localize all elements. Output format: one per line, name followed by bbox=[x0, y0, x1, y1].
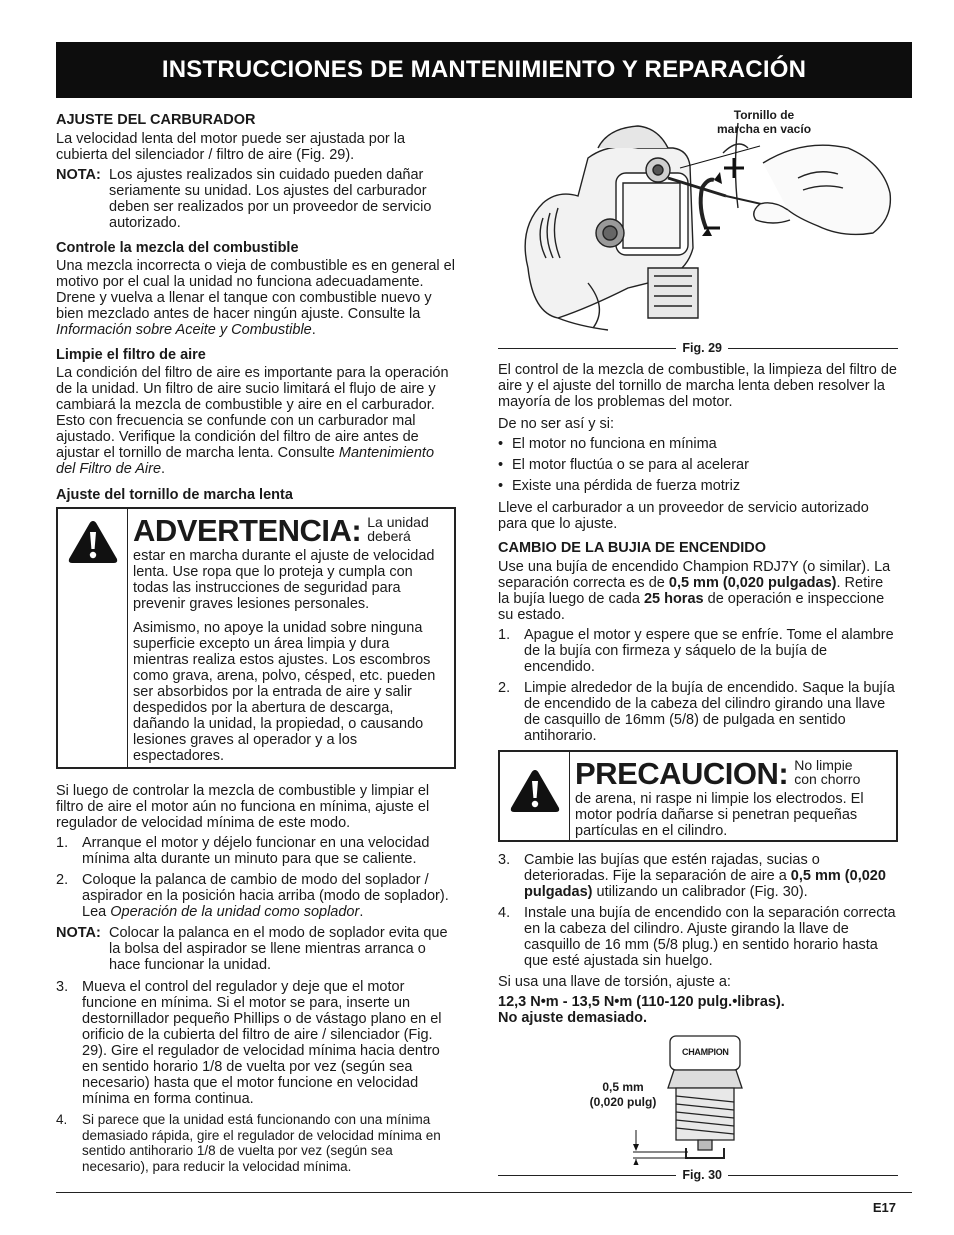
list-item: 1. Apague el motor y espere que se enfríe. Tome el alambre de la bujía con firmeza y sáquelo de la bujía de encendido. bbox=[498, 627, 894, 675]
list-item: • El motor no funciona en mínima bbox=[498, 436, 717, 452]
idle-screw-label: Tornillo de marcha en vacío bbox=[716, 108, 812, 136]
idle-steps-list bbox=[56, 835, 456, 920]
note-text: Colocar la palanca en el modo de soplador evita que la bolsa del aspirador se llene mientras arranca o hace funcionar la unidad. bbox=[109, 925, 448, 973]
caution-title: PRECAUCION: bbox=[575, 756, 789, 791]
carburetor-heading: AJUSTE DEL CARBURADOR bbox=[56, 112, 256, 128]
list-item: 4. Si parece que la unidad está funcionando con una mínima demasiado rápida, gire el regulador de velocidad mínima en sentido antihorario 1/8 de vuelta por vez (según sea necesario), para reducir la velocidad mínima. bbox=[56, 1112, 441, 1174]
mix-paragraph: El control de la mezcla de combustible, la limpieza del filtro de aire y el ajuste del tornillo de marcha lenta deben resolver la mayoría de los problemas del motor. bbox=[498, 362, 897, 410]
problem-list bbox=[498, 436, 898, 494]
warning-triangle-icon bbox=[509, 768, 561, 814]
note-carburetor bbox=[56, 167, 456, 231]
note-label: NOTA: bbox=[56, 167, 101, 183]
caution-box bbox=[498, 750, 898, 842]
section-title: INSTRUCCIONES DE MANTENIMIENTO Y REPARACIÓN bbox=[161, 56, 807, 83]
warning-title: ADVERTENCIA: bbox=[133, 513, 362, 548]
warning-lead: La unidad deberá bbox=[367, 514, 429, 544]
torque-intro: Si usa una llave de torsión, ajuste a: bbox=[498, 974, 731, 990]
list-item: 2. Coloque la palanca de cambio de modo del soplador / aspirador en la posición hacia arriba (modo de soplador). Lea Operación de la unidad como soplador. bbox=[56, 872, 449, 920]
air-filter-heading: Limpie el filtro de aire bbox=[56, 347, 206, 363]
page-number: E17 bbox=[872, 1200, 896, 1215]
note-label: NOTA: bbox=[56, 925, 101, 941]
caution-body bbox=[570, 752, 896, 840]
carburetor-intro: La velocidad lenta del motor puede ser ajustada por la cubierta del silenciador / filtro de aire (Fig. 29). bbox=[56, 131, 406, 163]
spark-plug-text: Use una bujía de encendido Champion RDJ7Y (o similar). La separación correcta es de 0,5 mm (0,020 pulgadas). Retire la bujía luego de cada 25 horas de operación e inspeccione su estado. bbox=[498, 559, 891, 623]
list-item: 4. Instale una bujía de encendido con la separación correcta en la cabeza del cilindro. Ajuste girando la llave de casquillo de 16 mm (5/8 plug.) en sentido horario hasta que esté ajustada sin huelgo. bbox=[498, 905, 896, 969]
idle-steps-list-continued bbox=[56, 979, 456, 1174]
warning-box bbox=[56, 507, 456, 769]
air-filter-text: La condición del filtro de aire es importante para la operación de la unidad. Un filtro de aire sucio limitará el flujo de aire y cambiará la mezcla de combustible y aire en el carburador. Esto con frecuencia se confunde con un carburador mal ajustado. Verifique la condición del filtro de aire antes de ajustar el tornillo de marcha lenta. Consulte Mantenimiento del Filtro de Aire. bbox=[56, 365, 449, 477]
footer-divider bbox=[56, 1192, 912, 1193]
caution-icon-cell bbox=[500, 752, 570, 840]
if-not-text: De no ser así y si: bbox=[498, 416, 615, 432]
gap-label: 0,5 mm (0,020 pulg) bbox=[589, 1080, 657, 1109]
left-column bbox=[56, 112, 456, 1179]
list-item: 3. Mueva el control del regulador y deje que el motor funcione en mínima. Si el motor se para, inserte un destornillador pequeño Phillips o de vástago plano en el orificio de la cubierta del filtro de aire / silenciador (Fig. 29). Gire el regulador de velocidad mínima hacia dentro en sentido horario 1/8 de vuelta por vez (según sea necesario) hasta que el motor funcione en velocidad mínima en forma continua. bbox=[56, 979, 442, 1107]
torque-value: 12,3 N•m - 13,5 N•m (110-120 pulg.•libras). bbox=[498, 994, 785, 1010]
idle-screw-heading: Ajuste del tornillo de marcha lenta bbox=[56, 487, 293, 503]
note-text: Los ajustes realizados sin cuidado pueden dañar seriamente su unidad. Los ajustes del carburador deben ser realizados por un proveedor de servicio autorizado. bbox=[109, 167, 432, 231]
caution-lead: No limpie con chorro bbox=[794, 757, 861, 787]
figure-30 bbox=[498, 1030, 898, 1165]
plug-steps-list-continued bbox=[498, 852, 898, 969]
carburetor-illustration bbox=[498, 108, 898, 338]
warning-triangle-icon bbox=[67, 519, 119, 565]
fuel-mix-reference: Información sobre Aceite y Combustible bbox=[56, 322, 312, 338]
figure-29 bbox=[498, 108, 898, 338]
right-column bbox=[498, 108, 898, 1189]
section-header bbox=[56, 42, 912, 98]
figure-29-caption: Fig. 29 bbox=[498, 340, 898, 356]
list-item: 3. Cambie las bujías que estén rajadas, sucias o deterioradas. Fije la separación de aire a 0,5 mm (0,020 pulgadas) utilizando un calibrador (Fig. 30). bbox=[498, 852, 886, 900]
figure-30-caption: Fig. 30 bbox=[498, 1167, 898, 1183]
warning-icon-cell bbox=[58, 509, 128, 767]
air-filter-reference: Mantenimiento del Filtro de Aire bbox=[56, 445, 435, 477]
champion-brand-text: CHAMPION bbox=[682, 1047, 729, 1057]
fuel-mix-heading: Controle la mezcla del combustible bbox=[56, 240, 299, 256]
list-item: • El motor fluctúa o se para al acelerar bbox=[498, 457, 749, 473]
step2-reference: Operación de la unidad como soplador bbox=[110, 904, 360, 920]
caution-text: de arena, ni raspe ni limpie los electrodos. El motor podría dañarse si penetran pequeñas partículas en el cilindro. bbox=[575, 791, 864, 839]
plug-steps-list bbox=[498, 627, 898, 744]
list-item: • Existe una pérdida de fuerza motriz bbox=[498, 478, 741, 494]
take-carb-text: Lleve el carburador a un proveedor de servicio autorizado para que lo ajuste. bbox=[498, 500, 869, 532]
torque-warning: No ajuste demasiado. bbox=[498, 1010, 648, 1026]
fuel-mix-text: Una mezcla incorrecta o vieja de combustible es en general el motivo por el cual la unidad no funciona adecuadamente. Drene y vuelva a llenar el tanque con combustible nuevo y bien mezclado antes de hacer ningún ajuste. Consulte la Información sobre Aceite y Combustible. bbox=[56, 258, 455, 338]
warning-text-1: estar en marcha durante el ajuste de velocidad lenta. Use ropa que lo proteja y cumpla con todas las instrucciones de seguridad para prevenir graves lesiones personales. bbox=[133, 548, 435, 612]
spark-plug-heading: CAMBIO DE LA BUJIA DE ENCENDIDO bbox=[498, 540, 766, 556]
after-warning-text: Si luego de controlar la mezcla de combustible y limpiar el filtro de aire el motor aún no funciona en mínima, ajuste el regulador de velocidad mínima de este modo. bbox=[56, 783, 430, 831]
list-item: 1. Arranque el motor y déjelo funcionar en una velocidad mínima alta durante un minuto para que se caliente. bbox=[56, 835, 430, 867]
warning-body bbox=[128, 509, 454, 767]
note-blower-mode bbox=[56, 925, 456, 973]
warning-text-2: Asimismo, no apoye la unidad sobre ninguna superficie excepto un área limpia y dura mientras realiza estos ajustes. Los escombros como grava, arena, polvo, césped, etc. pueden ser absorbidos por la entrada de aire y salir despedidos por la abertura de descarga, dañando la unidad, la propiedad, o causando lesiones graves al operador y a los espectadores. bbox=[133, 620, 436, 764]
list-item: 2. Limpie alrededor de la bujía de encendido. Saque la bujía de encendido de la cabeza del cilindro girando una llave de casquillo de 16mm (5/8) de pulgada en sentido antihorario. bbox=[498, 680, 895, 744]
